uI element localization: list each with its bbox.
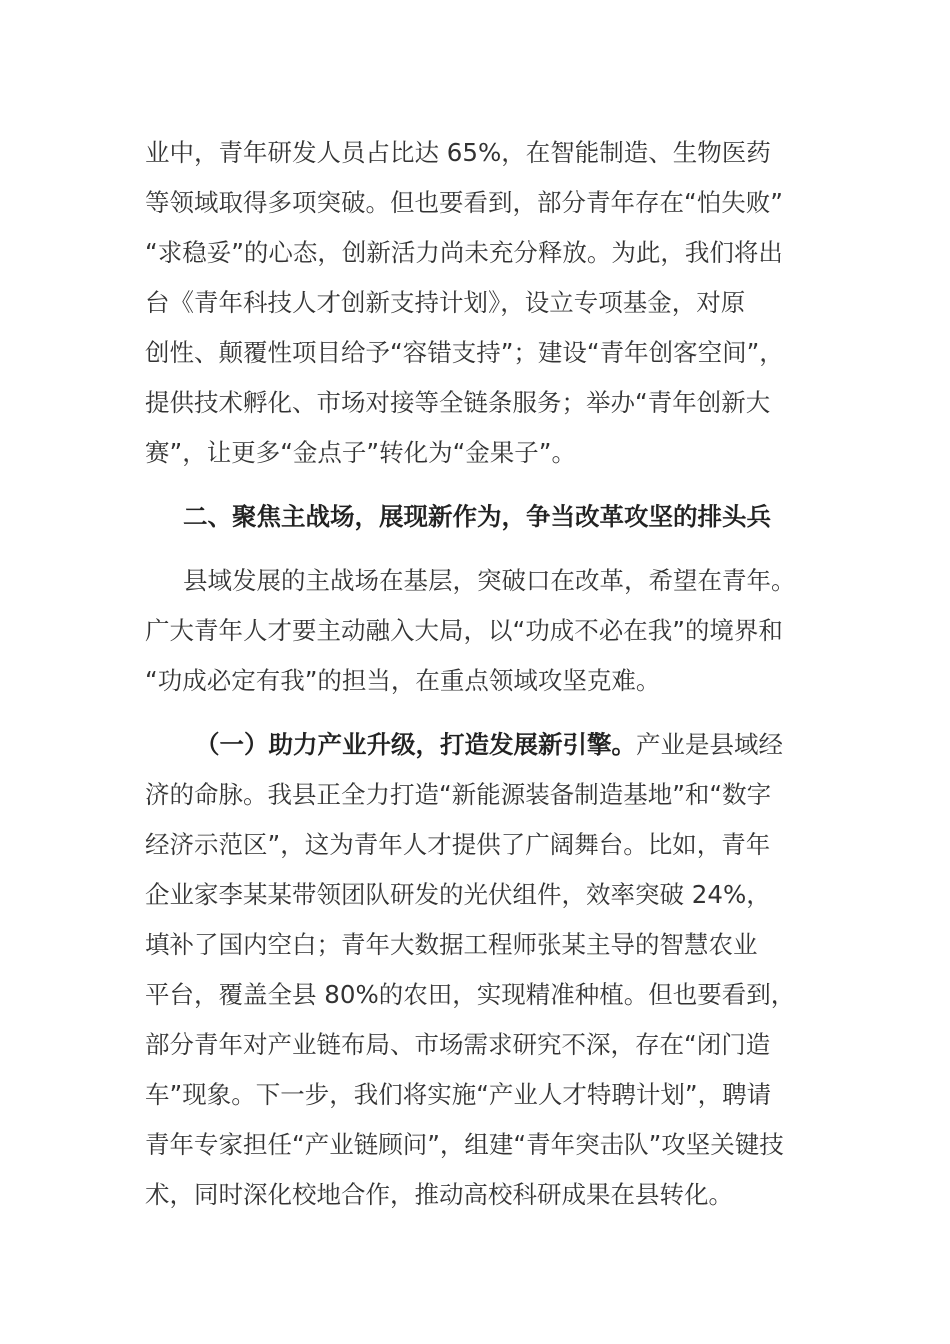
text-line: 经济示范区”，这为青年人才提供了广阔舞台。比如，青年: [145, 830, 771, 859]
text-line: 车”现象。下一步，我们将实施“产业人才特聘计划”，聘请: [145, 1080, 772, 1109]
text-line: 术，同时深化校地合作，推动高校科研成果在县转化。: [145, 1180, 733, 1209]
text-line: 等领域取得多项突破。但也要看到，部分青年存在“怕失败”: [145, 188, 783, 217]
text-line: 提供技术孵化、市场对接等全链条服务；举办“青年创新大: [145, 388, 771, 417]
text-line: 赛”，让更多“金点子”转化为“金果子”。: [145, 438, 576, 467]
paragraph-3: [145, 720, 845, 1220]
text-line: “求稳妥”的心态，创新活力尚未充分释放。为此，我们将出: [145, 238, 783, 267]
subsection-heading: （一）助力产业升级，打造发展新引擎。: [195, 730, 636, 759]
paragraph-2: [145, 556, 845, 706]
text-line: 台《青年科技人才创新支持计划》，设立专项基金，对原: [145, 288, 746, 317]
text-line: 创性、颠覆性项目给予“容错支持”；建设“青年创客空间”，: [145, 338, 784, 367]
text-line: 平台，覆盖全县 80%的农田，实现精准种植。但也要看到，: [145, 980, 796, 1009]
text-line: “功成必定有我”的担当，在重点领域攻坚克难。: [145, 666, 661, 695]
document-body: [145, 128, 845, 1220]
text-run: 产业是县域经: [636, 730, 783, 759]
text-line: 济的命脉。我县正全力打造“新能源装备制造基地”和“数字: [145, 780, 772, 809]
text-line: 部分青年对产业链布局、市场需求研究不深，存在“闭门造: [145, 1030, 771, 1059]
text-line: 青年专家担任“产业链顾问”，组建“青年突击队”攻坚关键技: [145, 1130, 784, 1159]
text-line: 业中，青年研发人员占比达 65%，在智能制造、生物医药: [145, 138, 771, 167]
text-line: 填补了国内空白；青年大数据工程师张某主导的智慧农业: [145, 930, 758, 959]
text-line: 县域发展的主战场在基层，突破口在改革，希望在青年。: [183, 566, 796, 595]
text-line: 企业家李某某带领团队研发的光伏组件，效率突破 24%，: [145, 880, 771, 909]
text-line: [145, 720, 845, 770]
text-line: 广大青年人才要主动融入大局，以“功成不必在我”的境界和: [145, 616, 783, 645]
paragraph-1: [145, 128, 845, 478]
section-heading: 二、聚焦主战场，展现新作为，争当改革攻坚的排头兵: [183, 502, 771, 531]
